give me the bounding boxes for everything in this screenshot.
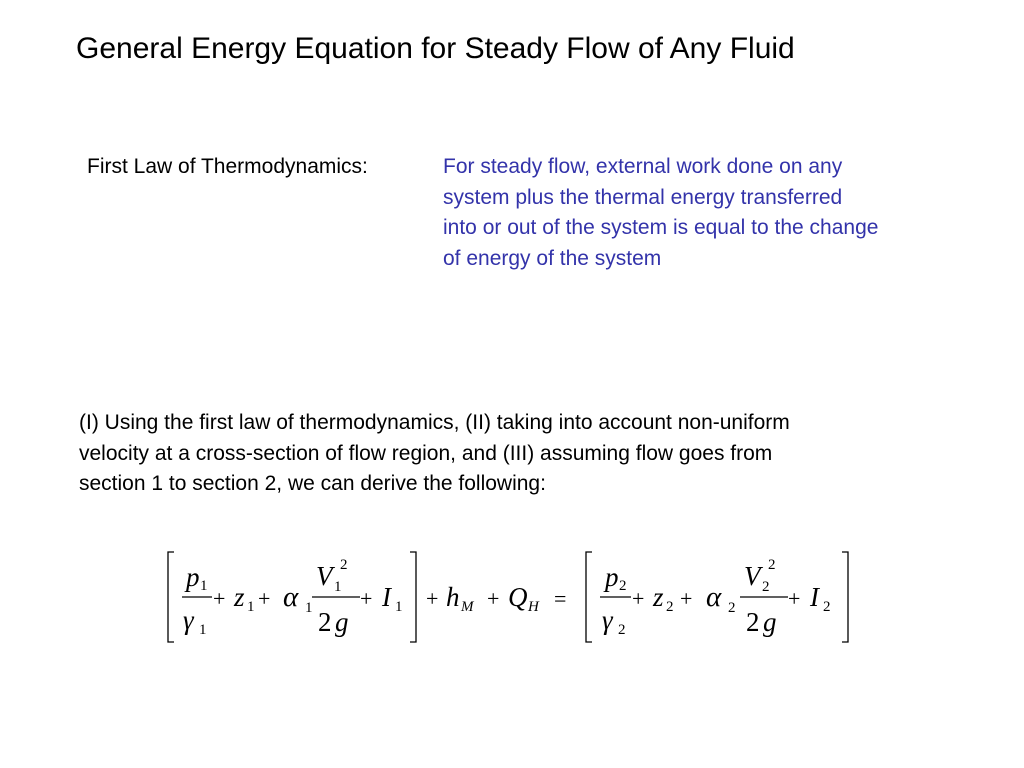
subscript: M xyxy=(461,599,474,615)
plus-sign: + xyxy=(680,586,693,611)
left-bracket xyxy=(168,552,174,642)
subscript: 2 xyxy=(823,599,831,615)
plus-sign: + xyxy=(360,586,373,611)
subscript: 1 xyxy=(200,578,208,594)
symbol-i: I xyxy=(810,582,819,612)
energy-equation xyxy=(150,540,870,660)
first-law-line: into or out of the system is equal to the change xyxy=(443,216,879,240)
first-law-statement xyxy=(443,152,1003,275)
subscript: 1 xyxy=(247,599,255,615)
plus-sign: + xyxy=(632,586,645,611)
subscript: 2 xyxy=(618,622,626,638)
symbol-v: V xyxy=(744,561,761,591)
symbol-i: I xyxy=(382,582,391,612)
plus-sign: + xyxy=(213,586,226,611)
left-bracket xyxy=(586,552,592,642)
slide-title: General Energy Equation for Steady Flow of Any Fluid xyxy=(76,32,795,65)
subscript: 1 xyxy=(334,579,342,595)
derivation-line: (I) Using the first law of thermodynamics, (II) taking into account non-uniform xyxy=(79,411,790,434)
derivation-paragraph xyxy=(79,408,999,500)
plus-sign: + xyxy=(788,586,801,611)
symbol-gamma: γ xyxy=(602,605,613,635)
subscript: 1 xyxy=(395,599,403,615)
symbol-g: g xyxy=(335,607,349,637)
plus-sign: + xyxy=(258,586,271,611)
symbol-p: p xyxy=(186,562,200,592)
subscript: 2 xyxy=(619,578,627,594)
symbol-z: z xyxy=(234,582,245,612)
subscript: 2 xyxy=(728,600,736,616)
equals-sign: = xyxy=(554,586,567,611)
number-two: 2 xyxy=(318,607,332,637)
plus-sign: + xyxy=(487,586,500,611)
subscript: 2 xyxy=(666,599,674,615)
derivation-line: section 1 to section 2, we can derive the following: xyxy=(79,472,546,495)
superscript: 2 xyxy=(768,557,776,573)
symbol-v: V xyxy=(316,561,333,591)
first-law-label: First Law of Thermodynamics: xyxy=(87,155,368,178)
symbol-p: p xyxy=(605,562,619,592)
number-two: 2 xyxy=(746,607,760,637)
symbol-z: z xyxy=(653,582,664,612)
plus-sign: + xyxy=(426,586,439,611)
subscript: 1 xyxy=(305,600,313,616)
right-bracket xyxy=(410,552,416,642)
subscript: H xyxy=(528,599,539,615)
symbol-h: h xyxy=(446,582,460,612)
symbol-g: g xyxy=(763,607,777,637)
first-law-line: system plus the thermal energy transferred xyxy=(443,185,843,209)
symbol-gamma: γ xyxy=(183,605,194,635)
first-law-line: For steady flow, external work done on any xyxy=(443,155,843,178)
symbol-alpha: α xyxy=(706,581,722,613)
symbol-q: Q xyxy=(508,582,528,612)
first-law-line: of energy of the system xyxy=(443,247,662,271)
right-bracket xyxy=(842,552,848,642)
subscript: 1 xyxy=(199,622,207,638)
derivation-line: velocity at a cross-section of flow region, and (III) assuming flow goes from xyxy=(79,441,773,465)
superscript: 2 xyxy=(340,557,348,573)
subscript: 2 xyxy=(762,579,770,595)
symbol-alpha: α xyxy=(283,581,299,613)
